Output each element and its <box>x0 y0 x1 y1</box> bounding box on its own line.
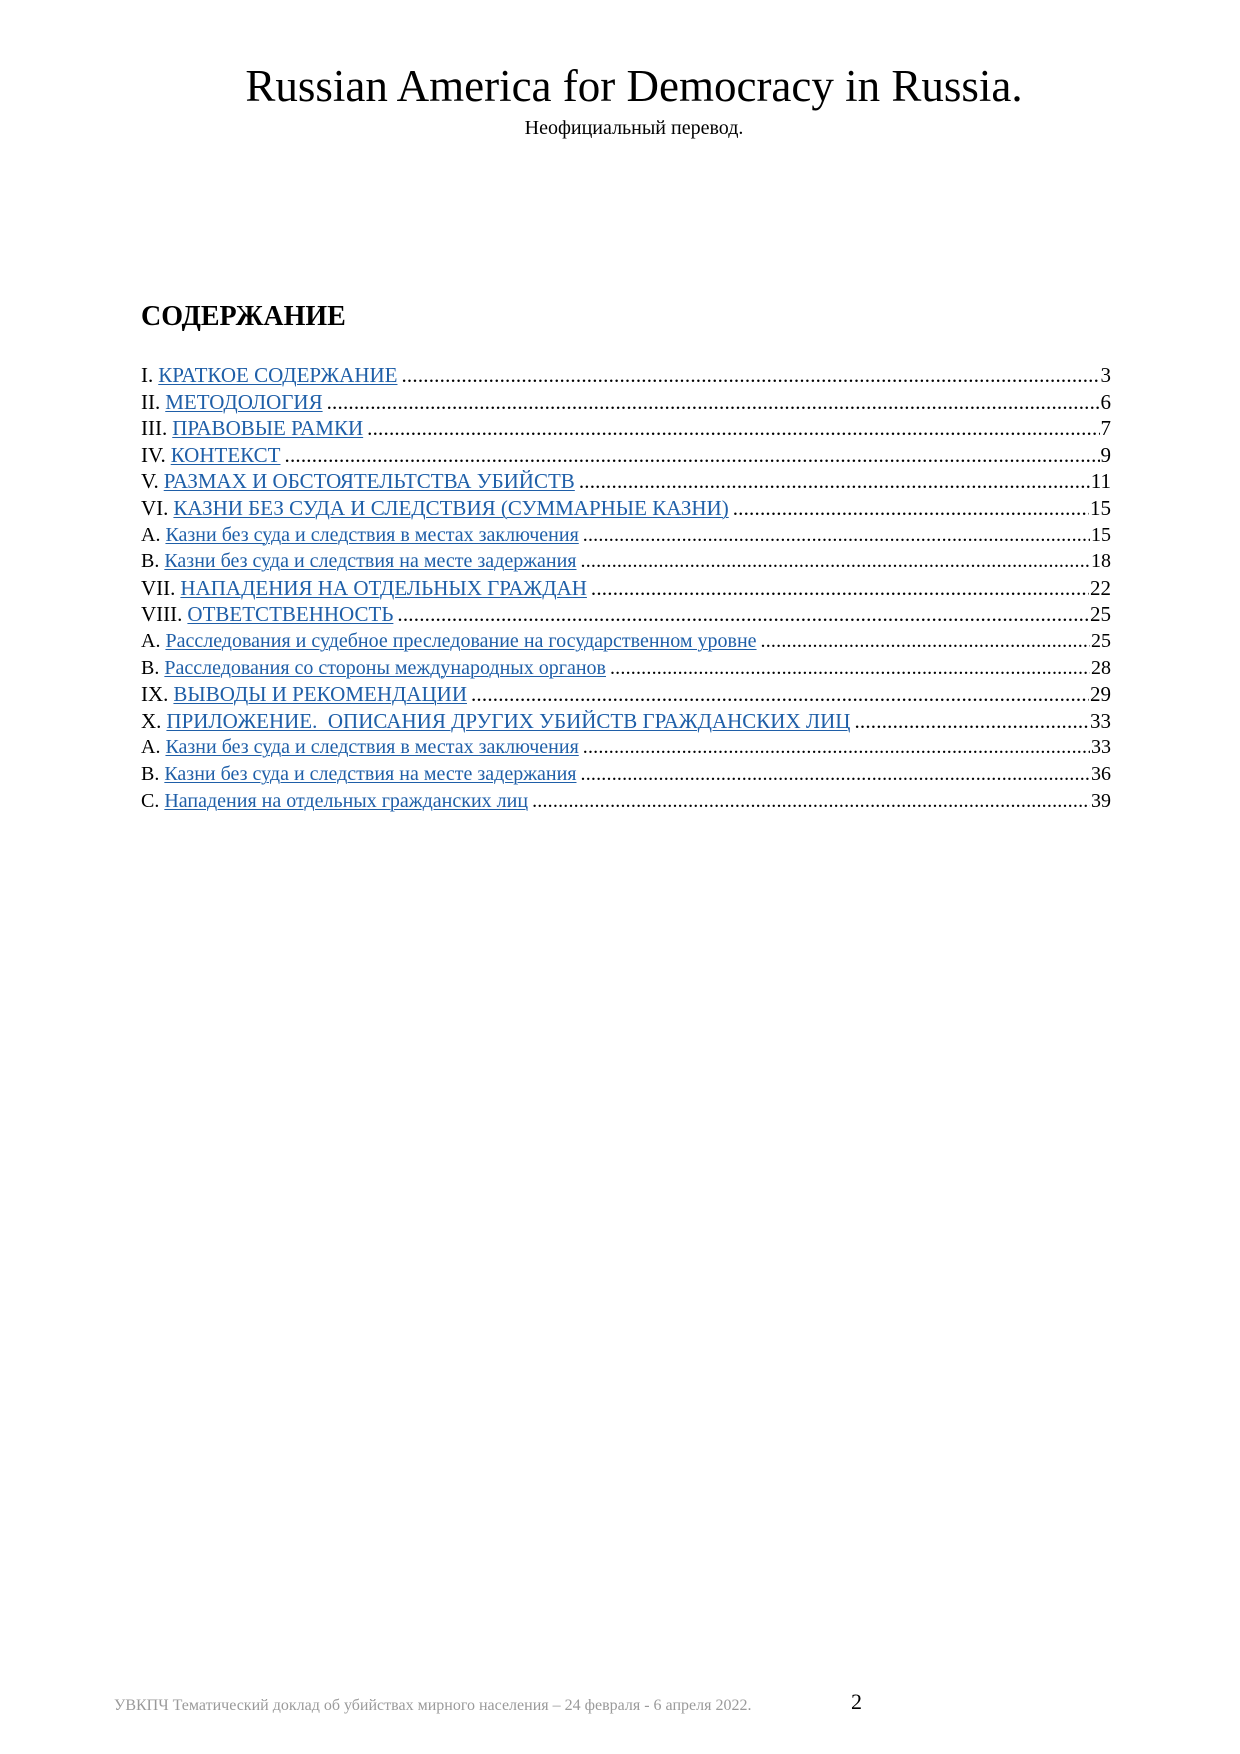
toc-link[interactable]: Казни без суда и следствия на месте задержания <box>164 550 577 573</box>
toc-page-number: 11 <box>1090 469 1111 494</box>
footer-text: УВКПЧ Тематический доклад об убийствах мирного населения – 24 февраля - 6 апреля 2022. <box>114 1697 752 1714</box>
toc-link[interactable]: Нападения на отдельных гражданских лиц <box>164 789 529 812</box>
toc-link[interactable]: КРАТКОЕ СОДЕРЖАНИЕ <box>158 363 398 387</box>
toc-page-number: 29 <box>1090 682 1111 707</box>
toc-entry <box>141 442 1111 469</box>
toc-page-number: 15 <box>1091 523 1111 546</box>
toc-leader-dots <box>733 495 1089 522</box>
toc-link[interactable]: ОТВЕТСТВЕННОСТЬ <box>187 602 394 627</box>
toc-link[interactable]: ПРАВОВЫЕ РАМКИ <box>172 416 364 441</box>
toc-leader-dots <box>401 362 1099 389</box>
toc-link[interactable]: Расследования и судебное преследование на государственном уровне <box>165 629 757 652</box>
toc-entry-number: B. <box>141 762 160 785</box>
toc-entry <box>141 628 1111 655</box>
toc-page-number: 25 <box>1091 629 1111 652</box>
toc-leader-dots <box>583 522 1090 549</box>
toc-leader-dots <box>591 575 1089 602</box>
toc-link[interactable]: Расследования со стороны международных органов <box>164 656 606 679</box>
toc-entry <box>141 522 1111 549</box>
toc-page-number: 33 <box>1090 708 1111 733</box>
toc-entry <box>141 788 1111 815</box>
toc-entry-number: VIII. <box>141 602 183 627</box>
page-footer <box>114 1689 1014 1719</box>
toc-entry <box>141 575 1111 602</box>
toc-entry <box>141 761 1111 788</box>
toc-link[interactable]: КАЗНИ БЕЗ СУДА И СЛЕДСТВИЯ (СУММАРНЫЕ КАЗНИ) <box>173 495 729 520</box>
toc-leader-dots <box>285 442 1100 469</box>
toc-leader-dots <box>579 468 1090 495</box>
toc-page-number: 3 <box>1100 363 1111 387</box>
toc-link[interactable]: ВЫВОДЫ И РЕКОМЕНДАЦИИ <box>173 682 467 707</box>
toc-page-number: 36 <box>1091 762 1111 785</box>
toc-entry <box>141 415 1111 442</box>
toc-leader-dots <box>583 734 1090 761</box>
toc-link[interactable]: РАЗМАХ И ОБСТОЯТЕЛЬТСТВА УБИЙСТВ <box>163 469 575 494</box>
toc-heading: СОДЕРЖАНИЕ <box>141 301 346 332</box>
toc-entry <box>141 548 1111 575</box>
toc-leader-dots <box>367 415 1099 442</box>
toc-leader-dots <box>397 601 1089 628</box>
toc-entry-number: A. <box>141 523 161 546</box>
toc-entry-number: I. <box>141 363 154 387</box>
toc-page-number: 7 <box>1100 416 1111 441</box>
toc-link[interactable]: ПРИЛОЖЕНИЕ. ОПИСАНИЯ ДРУГИХ УБИЙСТВ ГРАЖДАНСКИХ ЛИЦ <box>166 708 851 733</box>
toc-page-number: 15 <box>1090 495 1111 520</box>
toc-leader-dots <box>581 761 1091 788</box>
toc-page-number: 6 <box>1100 389 1111 414</box>
document-subtitle: Неофициальный перевод. <box>524 117 744 139</box>
toc-entry-number: IV. <box>141 442 166 467</box>
toc-link[interactable]: КОНТЕКСТ <box>170 442 281 467</box>
toc-entry <box>141 708 1111 735</box>
toc-entry-number: V. <box>141 469 159 494</box>
toc-page-number: 22 <box>1090 575 1111 600</box>
toc-entry-number: III. <box>141 416 168 441</box>
toc-page-number: 25 <box>1090 602 1111 627</box>
toc-leader-dots <box>581 548 1091 575</box>
toc-entry-number: IX. <box>141 682 169 707</box>
toc-page-number: 18 <box>1091 550 1111 573</box>
toc-entry <box>141 655 1111 682</box>
toc-entry <box>141 601 1111 628</box>
toc-leader-dots <box>854 708 1089 735</box>
footer-page-number: 2 <box>851 1689 862 1714</box>
toc-page-number: 9 <box>1100 442 1111 467</box>
table-of-contents <box>141 362 1111 814</box>
toc-entry-number: VII. <box>141 575 176 600</box>
document-title: Russian America for Democracy in Russia. <box>245 61 1023 111</box>
toc-entry-number: C. <box>141 789 160 812</box>
toc-entry <box>141 362 1111 389</box>
toc-entry-number: A. <box>141 629 161 652</box>
toc-entry <box>141 389 1111 416</box>
toc-page-number: 39 <box>1091 789 1111 812</box>
toc-page-number: 28 <box>1091 656 1111 679</box>
toc-entry-number: A. <box>141 736 161 759</box>
toc-entry <box>141 681 1111 708</box>
toc-link[interactable]: Казни без суда и следствия на месте задержания <box>164 762 577 785</box>
toc-link[interactable]: НАПАДЕНИЯ НА ОТДЕЛЬНЫХ ГРАЖДАН <box>180 575 587 600</box>
toc-page-number: 33 <box>1091 736 1111 759</box>
toc-entry-number: VI. <box>141 495 169 520</box>
toc-leader-dots <box>610 655 1090 682</box>
toc-entry <box>141 468 1111 495</box>
toc-leader-dots <box>327 389 1100 416</box>
toc-entry-number: II. <box>141 389 161 414</box>
toc-leader-dots <box>471 681 1089 708</box>
toc-entry-number: B. <box>141 656 160 679</box>
toc-link[interactable]: МЕТОДОЛОГИЯ <box>165 389 323 414</box>
toc-link[interactable]: Казни без суда и следствия в местах заключения <box>165 736 579 759</box>
toc-entry-number: X. <box>141 708 162 733</box>
toc-entry-number: B. <box>141 550 160 573</box>
toc-link[interactable]: Казни без суда и следствия в местах заключения <box>165 523 579 546</box>
toc-entry <box>141 734 1111 761</box>
toc-leader-dots <box>761 628 1090 655</box>
toc-leader-dots <box>532 788 1090 815</box>
toc-entry <box>141 495 1111 522</box>
